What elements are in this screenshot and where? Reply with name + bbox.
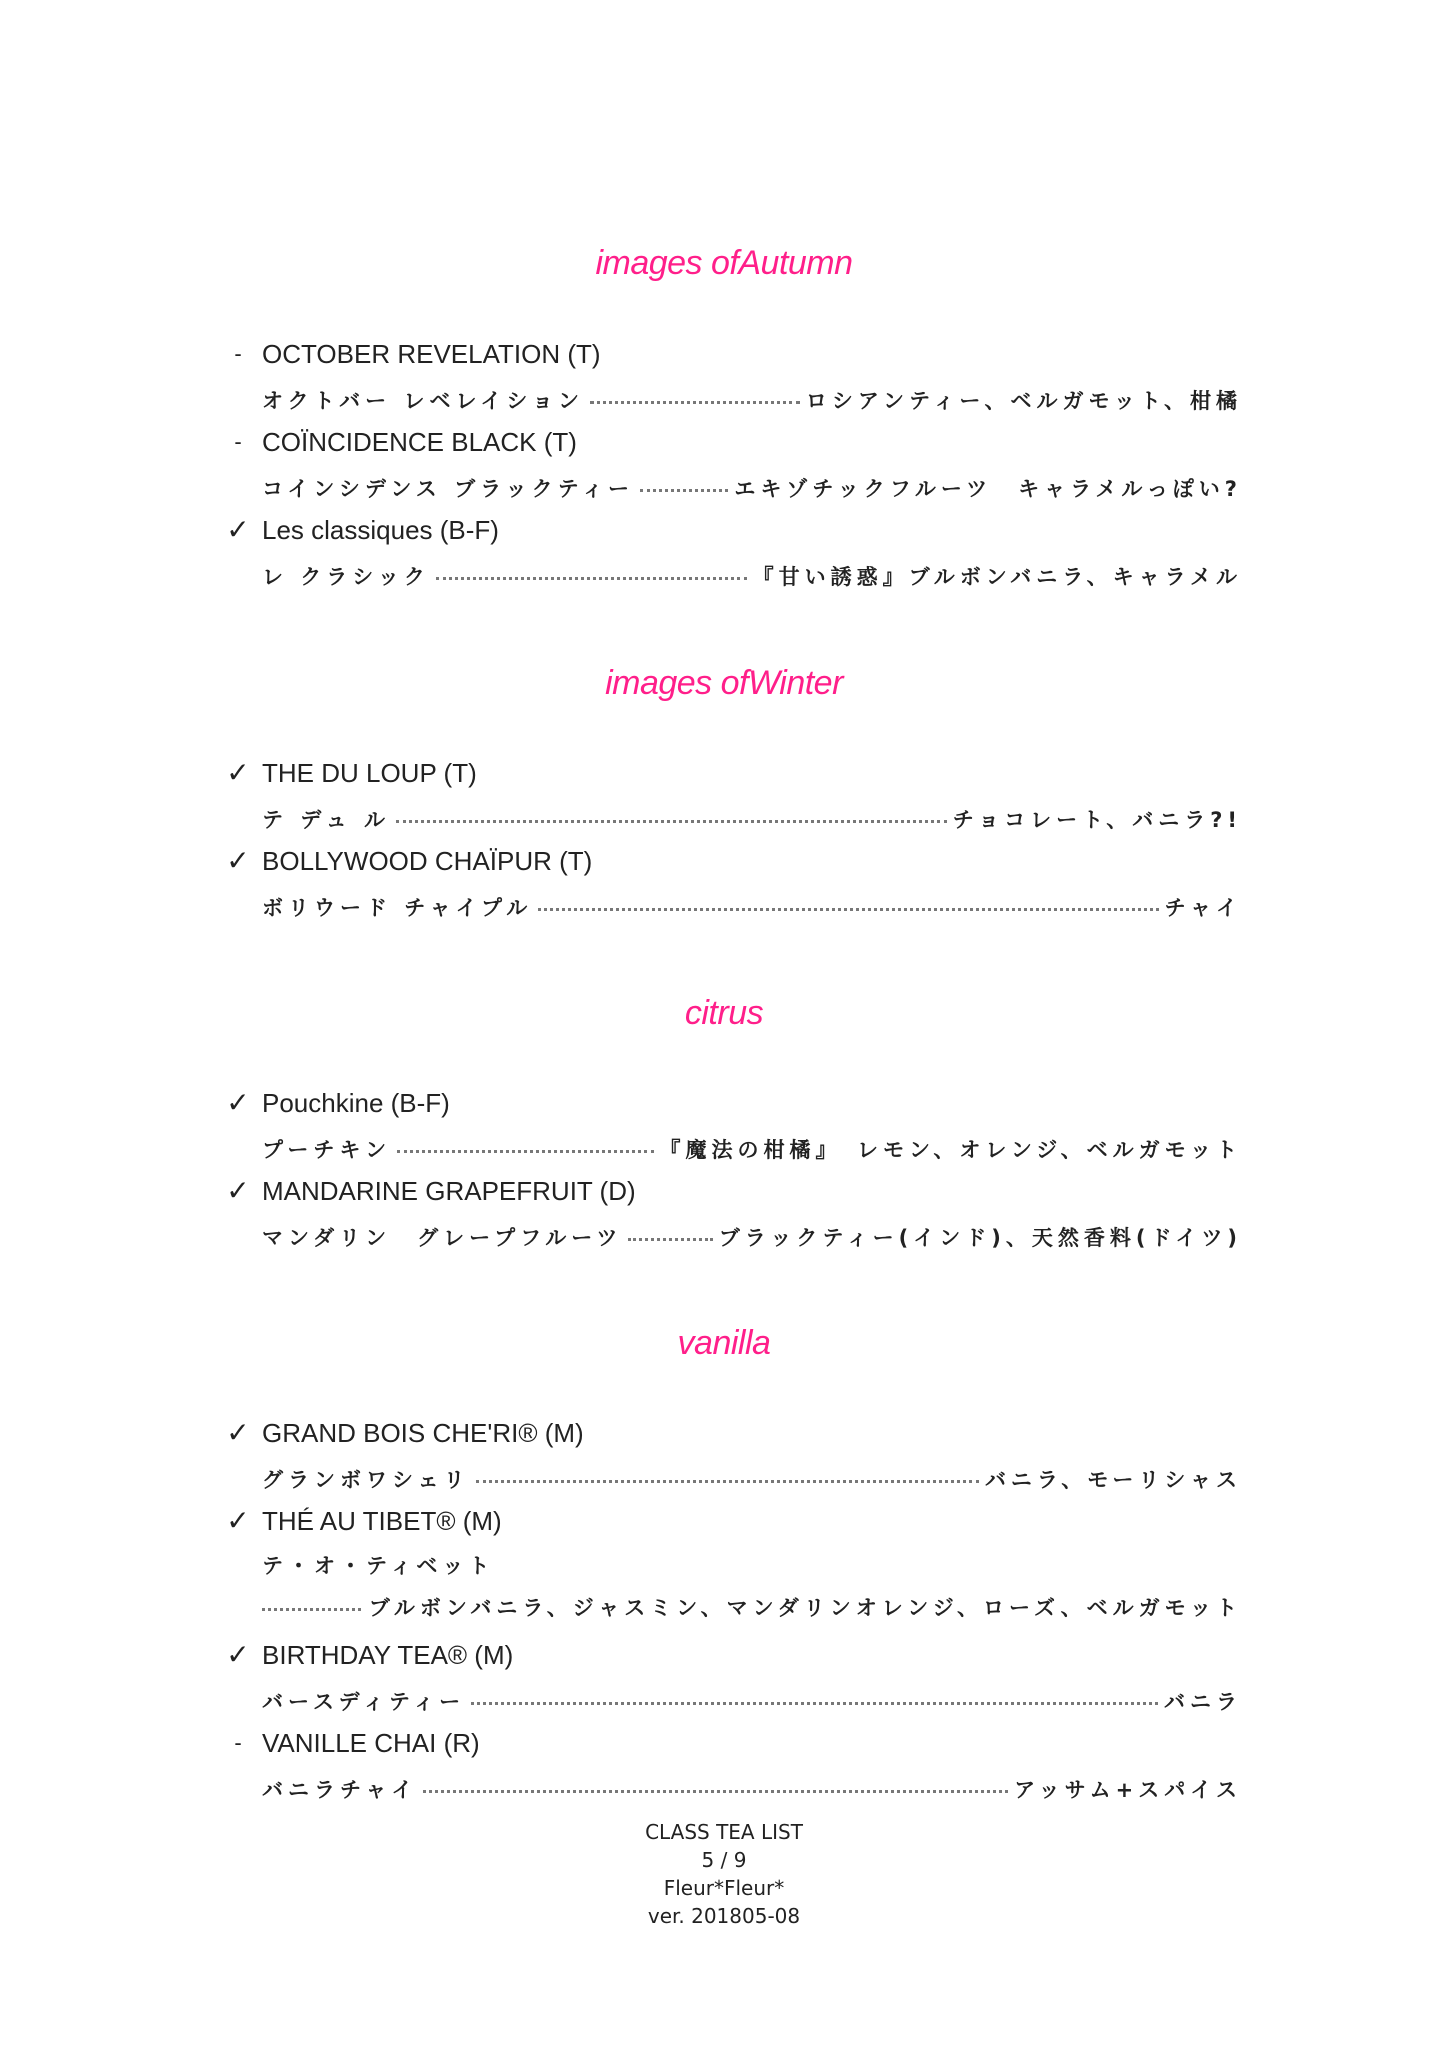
tea-description-row — [262, 1132, 1242, 1166]
tea-name: THÉ AU TIBET® (M) — [262, 1506, 502, 1536]
dash-marker: - — [234, 1730, 242, 1755]
list-item — [0, 1726, 1448, 1814]
tea-japanese-name: ボリウード チャイプル — [262, 896, 533, 920]
checkmark-icon: ✓ — [226, 845, 250, 876]
tea-japanese-name: プーチキン — [262, 1138, 392, 1162]
tea-notes: バニラ — [1164, 1690, 1242, 1714]
tea-japanese-name: バースディティー — [262, 1690, 466, 1714]
section-title: citrus — [684, 994, 764, 1032]
dash-marker: - — [234, 341, 242, 366]
dash-marker: - — [234, 429, 242, 454]
list-item — [0, 844, 1448, 932]
tea-name: VANILLE CHAI (R) — [262, 1728, 480, 1758]
dot-leader — [397, 1150, 653, 1153]
list-item — [0, 1174, 1448, 1262]
dot-leader — [590, 401, 800, 404]
tea-name: THE DU LOUP (T) — [262, 758, 477, 788]
tea-name: COÏNCIDENCE BLACK (T) — [262, 427, 577, 457]
tea-extra-description-row — [262, 1590, 1242, 1624]
dot-leader — [396, 820, 947, 823]
list-item — [0, 425, 1448, 513]
dot-leader — [262, 1608, 361, 1611]
tea-name: GRAND BOIS CHE'RI® (M) — [262, 1418, 584, 1448]
dot-leader — [538, 908, 1158, 911]
tea-description-row — [262, 1772, 1242, 1806]
tea-name: BIRTHDAY TEA® (M) — [262, 1640, 514, 1670]
tea-description-row — [262, 383, 1242, 417]
tea-description-row — [262, 471, 1242, 505]
checkmark-icon: ✓ — [226, 1417, 250, 1448]
list-item — [0, 1416, 1448, 1504]
tea-description-row — [262, 559, 1242, 593]
list-item — [0, 1504, 1448, 1592]
tea-notes: バニラ、モーリシャス — [984, 1468, 1242, 1492]
tea-notes: エキゾチックフルーツ キャラメルっぽい? — [734, 477, 1242, 501]
section-title: vanilla — [677, 1324, 771, 1362]
tea-japanese-name: コインシデンス ブラックティー — [262, 477, 635, 501]
tea-notes: アッサム+スパイス — [1014, 1778, 1242, 1802]
dot-leader — [628, 1238, 712, 1241]
checkmark-icon: ✓ — [226, 514, 250, 545]
checkmark-icon: ✓ — [226, 757, 250, 788]
tea-japanese-name: バニラチャイ — [262, 1778, 418, 1802]
tea-japanese-name: レ クラシック — [262, 565, 430, 589]
page-number: 5 / 9 — [701, 1848, 747, 1872]
tea-name: Les classiques (B-F) — [262, 515, 499, 545]
tea-name: MANDARINE GRAPEFRUIT (D) — [262, 1176, 636, 1206]
dot-leader — [476, 1480, 979, 1483]
section-title: images ofWinter — [605, 664, 843, 702]
footer-list-title: CLASS TEA LIST — [645, 1820, 803, 1844]
tea-japanese-name: マンダリン グレープフルーツ — [262, 1226, 623, 1250]
section-title: images ofAutumn — [595, 244, 853, 282]
footer-version: ver. 201805-08 — [647, 1904, 801, 1928]
footer-shop-name: Fleur*Fleur* — [663, 1876, 785, 1900]
list-item — [0, 1086, 1448, 1174]
tea-japanese-name: グランボワシェリ — [262, 1468, 470, 1492]
tea-name: OCTOBER REVELATION (T) — [262, 339, 601, 369]
dot-leader — [471, 1702, 1158, 1705]
tea-japanese-name: テ・オ・ティベット — [262, 1554, 495, 1578]
tea-notes: チョコレート、バニラ?! — [952, 808, 1242, 832]
tea-japanese-name: テ デュ ル — [262, 808, 390, 832]
checkmark-icon: ✓ — [226, 1639, 250, 1670]
checkmark-icon: ✓ — [226, 1505, 250, 1536]
tea-description-row — [262, 1550, 1242, 1584]
tea-notes: 『魔法の柑橘』 レモン、オレンジ、ベルガモット — [659, 1138, 1242, 1162]
list-item — [0, 513, 1448, 601]
tea-description-row — [262, 1684, 1242, 1718]
tea-notes: ブルボンバニラ、ジャスミン、マンダリンオレンジ、ローズ、ベルガモット — [368, 1596, 1242, 1620]
list-item — [0, 1638, 1448, 1726]
list-item — [0, 756, 1448, 844]
tea-description-row — [262, 890, 1242, 924]
list-item — [0, 337, 1448, 425]
checkmark-icon: ✓ — [226, 1175, 250, 1206]
tea-name: Pouchkine (B-F) — [262, 1088, 450, 1118]
dot-leader — [436, 577, 747, 580]
tea-notes: ロシアンティー、ベルガモット、柑橘 — [805, 389, 1242, 413]
tea-name: BOLLYWOOD CHAÏPUR (T) — [262, 846, 593, 876]
tea-notes: ブラックティー(インド)、天然香料(ドイツ) — [718, 1226, 1242, 1250]
tea-description-row — [262, 1462, 1242, 1496]
dot-leader — [640, 489, 728, 492]
checkmark-icon: ✓ — [226, 1087, 250, 1118]
tea-notes: 『甘い誘惑』ブルボンバニラ、キャラメル — [752, 565, 1242, 589]
tea-description-row — [262, 1220, 1242, 1254]
footer — [0, 1818, 1448, 1930]
tea-description-row — [262, 802, 1242, 836]
dot-leader — [423, 1790, 1008, 1793]
tea-japanese-name: オクトバー レベレイション — [262, 389, 584, 413]
tea-notes: チャイ — [1164, 896, 1242, 920]
